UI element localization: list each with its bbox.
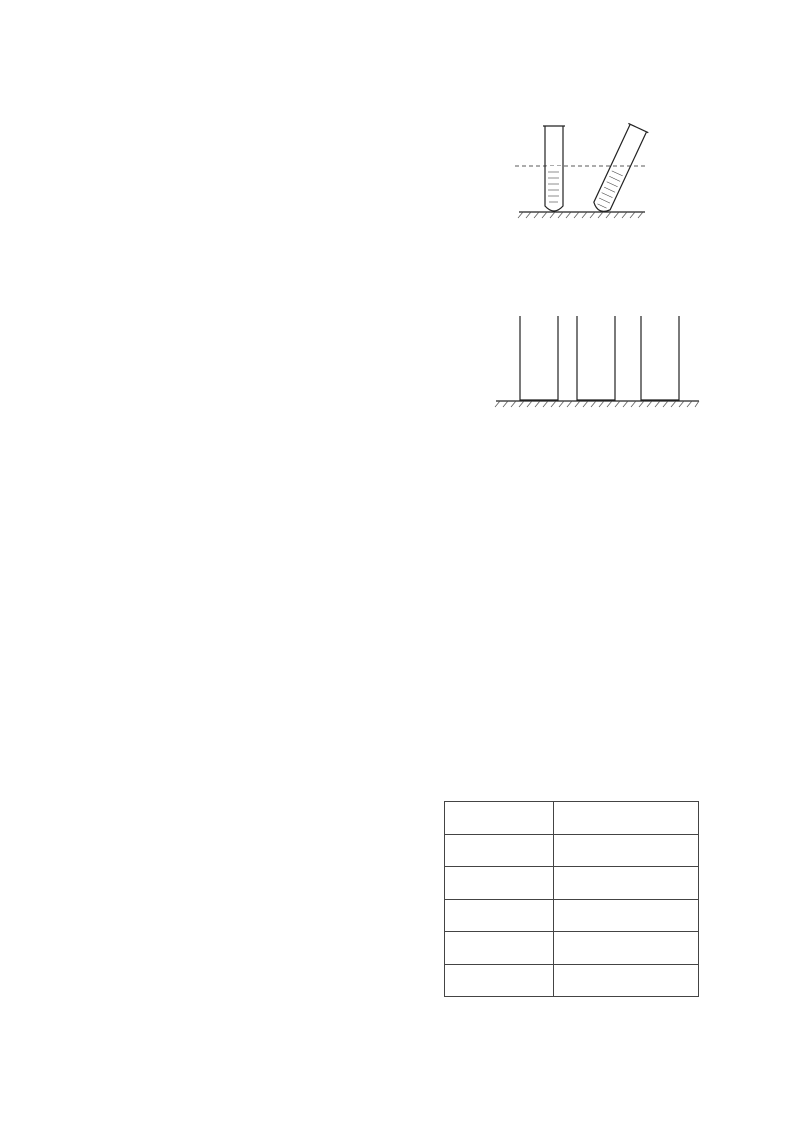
table-row [445,867,699,900]
q7-test-tubes-figure [515,120,650,220]
table-row [445,899,699,932]
density-table [444,801,699,997]
table-cell-density [554,834,699,867]
table-cell-name-highlight [445,899,554,932]
table-cell-density [554,867,699,900]
table-cell-name [445,867,554,900]
table-header-density [554,802,699,835]
table-row [445,834,699,867]
table-cell-name [445,964,554,997]
q7-tube-jia [543,126,565,211]
q8-containers-figure [494,312,700,412]
table-header-row [445,802,699,835]
q8-container-jia [520,316,558,400]
q7-ground [518,212,645,218]
table-cell-name [445,932,554,965]
table-header-name [445,802,554,835]
table-cell-density [554,899,699,932]
q8-container-yi [577,316,615,400]
table-row [445,964,699,997]
q8-container-bing [641,316,679,400]
q7-tube-yi [590,123,648,215]
table-row [445,932,699,965]
table-cell-name [445,834,554,867]
table-cell-density [554,964,699,997]
table-cell-density [554,932,699,965]
q8-ground [495,401,699,407]
